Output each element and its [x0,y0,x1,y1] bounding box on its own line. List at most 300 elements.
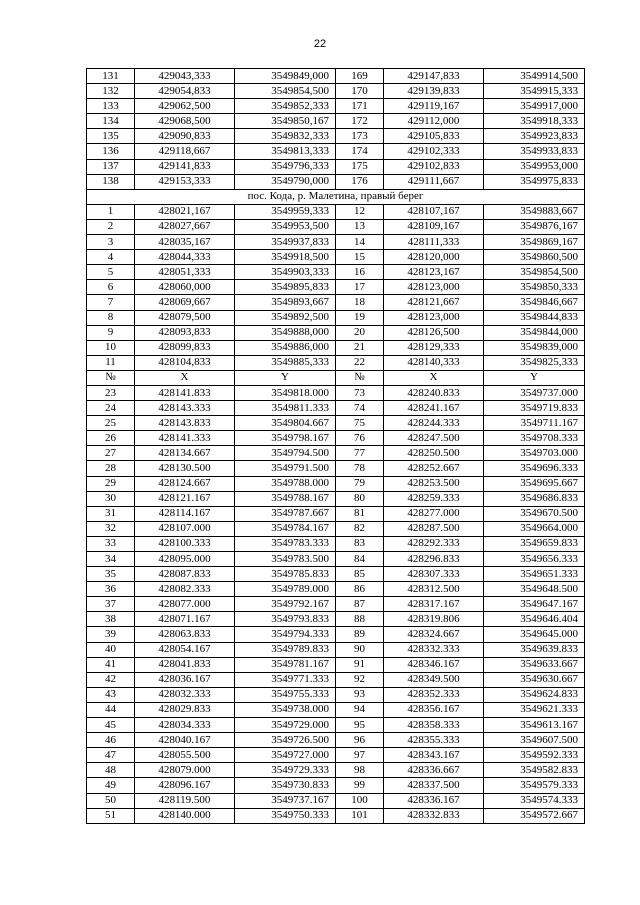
y-coordinate: 3549804.667 [235,416,336,431]
point-number: 46 [87,733,135,748]
point-number: 23 [87,385,135,400]
x-coordinate: 428077.000 [135,597,235,612]
point-number: 169 [336,69,384,84]
x-coordinate: 428096.167 [135,778,235,793]
table-block-dot [87,385,585,823]
table-row [87,340,585,355]
table-row [87,310,585,325]
y-coordinate: 3549789.000 [235,582,336,597]
y-coordinate: 3549737.000 [484,385,585,400]
x-coordinate: 428121,667 [384,295,484,310]
y-coordinate: 3549796,333 [235,159,336,174]
x-coordinate: 428041.833 [135,657,235,672]
point-number: 11 [87,355,135,370]
y-coordinate: 3549592.333 [484,748,585,763]
y-coordinate: 3549893,667 [235,295,336,310]
y-coordinate: 3549572.667 [484,808,585,823]
y-coordinate: 3549781.167 [235,657,336,672]
y-coordinate: 3549647.167 [484,597,585,612]
x-coordinate: 428121.167 [135,491,235,506]
x-coordinate: 428063.833 [135,627,235,642]
x-coordinate: 428123,000 [384,310,484,325]
x-coordinate: 428126,500 [384,325,484,340]
table-row [87,506,585,521]
point-number: 42 [87,672,135,687]
point-number: 29 [87,476,135,491]
point-number: 20 [336,325,384,340]
point-number: 50 [87,793,135,808]
x-coordinate: 428035,167 [135,235,235,250]
point-number: 170 [336,84,384,99]
point-number: 94 [336,702,384,717]
table-row [87,355,585,370]
point-number: 37 [87,597,135,612]
point-number: 88 [336,612,384,627]
point-number: 40 [87,642,135,657]
point-number: 47 [87,748,135,763]
x-coordinate: 428071.167 [135,612,235,627]
x-coordinate: 428124.667 [135,476,235,491]
y-coordinate: 3549630.667 [484,672,585,687]
point-number: 99 [336,778,384,793]
x-coordinate: 428129,333 [384,340,484,355]
x-coordinate: 429119,167 [384,99,484,114]
x-coordinate: 428332.333 [384,642,484,657]
table-row [87,763,585,778]
x-coordinate: 428141.333 [135,431,235,446]
x-coordinate: 428250.500 [384,446,484,461]
point-number: 82 [336,521,384,536]
x-coordinate: 428134.667 [135,446,235,461]
point-number: 100 [336,793,384,808]
x-coordinate: 428324.667 [384,627,484,642]
header-row [87,370,585,385]
point-number: 8 [87,310,135,325]
y-coordinate: 3549885,333 [235,355,336,370]
point-number: 44 [87,702,135,717]
point-number: 10 [87,340,135,355]
header-x: X [135,370,235,385]
y-coordinate: 3549895,833 [235,280,336,295]
coordinates-table [86,68,585,824]
x-coordinate: 428241.167 [384,401,484,416]
point-number: 48 [87,763,135,778]
x-coordinate: 428130.500 [135,461,235,476]
section-title: пос. Кода, р. Малетина, правый берег [87,189,585,204]
table-row [87,84,585,99]
y-coordinate: 3549914,500 [484,69,585,84]
table-row [87,174,585,189]
point-number: 132 [87,84,135,99]
x-coordinate: 429147,833 [384,69,484,84]
y-coordinate: 3549750.333 [235,808,336,823]
x-coordinate: 428054.167 [135,642,235,657]
y-coordinate: 3549854,500 [235,84,336,99]
point-number: 85 [336,567,384,582]
point-number: 34 [87,552,135,567]
table-row [87,385,585,400]
point-number: 3 [87,235,135,250]
x-coordinate: 428253.500 [384,476,484,491]
x-coordinate: 428140.000 [135,808,235,823]
y-coordinate: 3549918,333 [484,114,585,129]
point-number: 33 [87,536,135,551]
y-coordinate: 3549790,000 [235,174,336,189]
x-coordinate: 428120,000 [384,250,484,265]
table-row [87,627,585,642]
point-number: 38 [87,612,135,627]
y-coordinate: 3549917,000 [484,99,585,114]
y-coordinate: 3549624.833 [484,687,585,702]
table-row [87,401,585,416]
x-coordinate: 429139,833 [384,84,484,99]
table-row [87,567,585,582]
y-coordinate: 3549582.833 [484,763,585,778]
x-coordinate: 428029.833 [135,702,235,717]
point-number: 80 [336,491,384,506]
x-coordinate: 428346.167 [384,657,484,672]
x-coordinate: 429068,500 [135,114,235,129]
x-coordinate: 428055.500 [135,748,235,763]
point-number: 30 [87,491,135,506]
point-number: 73 [336,385,384,400]
y-coordinate: 3549959,333 [235,204,336,219]
x-coordinate: 428287.500 [384,521,484,536]
x-coordinate: 428143.833 [135,416,235,431]
x-coordinate: 429111,667 [384,174,484,189]
point-number: 83 [336,536,384,551]
x-coordinate: 428107,167 [384,204,484,219]
x-coordinate: 428317.167 [384,597,484,612]
y-coordinate: 3549818.000 [235,385,336,400]
y-coordinate: 3549876,167 [484,219,585,234]
table-block-continued [87,69,585,190]
y-coordinate: 3549825,333 [484,355,585,370]
point-number: 91 [336,657,384,672]
point-number: 101 [336,808,384,823]
table-row [87,582,585,597]
y-coordinate: 3549791.500 [235,461,336,476]
x-coordinate: 428051,333 [135,265,235,280]
table-row [87,597,585,612]
y-coordinate: 3549738.000 [235,702,336,717]
x-coordinate: 428336.167 [384,793,484,808]
x-coordinate: 428343.167 [384,748,484,763]
point-number: 31 [87,506,135,521]
table-row [87,536,585,551]
point-number: 39 [87,627,135,642]
x-coordinate: 428119.500 [135,793,235,808]
x-coordinate: 428337.500 [384,778,484,793]
point-number: 89 [336,627,384,642]
y-coordinate: 3549727.000 [235,748,336,763]
point-number: 174 [336,144,384,159]
point-number: 81 [336,506,384,521]
y-coordinate: 3549792.167 [235,597,336,612]
x-coordinate: 428069,667 [135,295,235,310]
table-block-comma [87,204,585,370]
y-coordinate: 3549730.833 [235,778,336,793]
y-coordinate: 3549788.000 [235,476,336,491]
point-number: 22 [336,355,384,370]
table-row [87,733,585,748]
y-coordinate: 3549787.667 [235,506,336,521]
x-coordinate: 429105,833 [384,129,484,144]
table-row [87,476,585,491]
y-coordinate: 3549794.333 [235,627,336,642]
point-number: 97 [336,748,384,763]
x-coordinate: 428111,333 [384,235,484,250]
point-number: 75 [336,416,384,431]
x-coordinate: 428240.833 [384,385,484,400]
y-coordinate: 3549708.333 [484,431,585,446]
point-number: 134 [87,114,135,129]
section-title-row [87,189,585,204]
y-coordinate: 3549953,500 [235,219,336,234]
y-coordinate: 3549846,667 [484,295,585,310]
y-coordinate: 3549574.333 [484,793,585,808]
table-row [87,491,585,506]
x-coordinate: 428307.333 [384,567,484,582]
header-num: № [87,370,135,385]
y-coordinate: 3549613.167 [484,718,585,733]
point-number: 43 [87,687,135,702]
x-coordinate: 428247.500 [384,431,484,446]
x-coordinate: 429102,333 [384,144,484,159]
y-coordinate: 3549844,000 [484,325,585,340]
header-x: X [384,370,484,385]
table-row [87,265,585,280]
y-coordinate: 3549888,000 [235,325,336,340]
point-number: 4 [87,250,135,265]
table-row [87,778,585,793]
y-coordinate: 3549783.333 [235,536,336,551]
table-row [87,129,585,144]
table-row [87,204,585,219]
point-number: 93 [336,687,384,702]
x-coordinate: 428252.667 [384,461,484,476]
point-number: 15 [336,250,384,265]
y-coordinate: 3549860,500 [484,250,585,265]
x-coordinate: 428021,167 [135,204,235,219]
y-coordinate: 3549737.167 [235,793,336,808]
page-number: 22 [313,38,327,50]
table-row [87,159,585,174]
point-number: 92 [336,672,384,687]
y-coordinate: 3549869,167 [484,235,585,250]
point-number: 16 [336,265,384,280]
point-number: 86 [336,582,384,597]
point-number: 7 [87,295,135,310]
y-coordinate: 3549789.833 [235,642,336,657]
y-coordinate: 3549695.667 [484,476,585,491]
x-coordinate: 428296.833 [384,552,484,567]
point-number: 35 [87,567,135,582]
y-coordinate: 3549621.333 [484,702,585,717]
x-coordinate: 428099,833 [135,340,235,355]
point-number: 49 [87,778,135,793]
y-coordinate: 3549755.333 [235,687,336,702]
y-coordinate: 3549798.167 [235,431,336,446]
y-coordinate: 3549696.333 [484,461,585,476]
x-coordinate: 428036.167 [135,672,235,687]
x-coordinate: 428141.833 [135,385,235,400]
table-row [87,642,585,657]
point-number: 26 [87,431,135,446]
point-number: 12 [336,204,384,219]
point-number: 41 [87,657,135,672]
table-row [87,446,585,461]
point-number: 28 [87,461,135,476]
table-row [87,461,585,476]
table-row [87,702,585,717]
y-coordinate: 3549975,833 [484,174,585,189]
y-coordinate: 3549664.000 [484,521,585,536]
point-number: 18 [336,295,384,310]
table-row [87,144,585,159]
x-coordinate: 429090,833 [135,129,235,144]
x-coordinate: 428355.333 [384,733,484,748]
y-coordinate: 3549854,500 [484,265,585,280]
y-coordinate: 3549645.000 [484,627,585,642]
point-number: 173 [336,129,384,144]
x-coordinate: 429062,500 [135,99,235,114]
x-coordinate: 429141,833 [135,159,235,174]
header-num: № [336,370,384,385]
point-number: 27 [87,446,135,461]
y-coordinate: 3549883,667 [484,204,585,219]
y-coordinate: 3549659.833 [484,536,585,551]
y-coordinate: 3549651.333 [484,567,585,582]
y-coordinate: 3549729.333 [235,763,336,778]
table-row [87,325,585,340]
point-number: 172 [336,114,384,129]
x-coordinate: 428079.000 [135,763,235,778]
table-row [87,69,585,84]
table-row [87,219,585,234]
x-coordinate: 428079,500 [135,310,235,325]
y-coordinate: 3549886,000 [235,340,336,355]
table-row [87,718,585,733]
y-coordinate: 3549918,500 [235,250,336,265]
x-coordinate: 428358.333 [384,718,484,733]
point-number: 51 [87,808,135,823]
point-number: 171 [336,99,384,114]
y-coordinate: 3549937,833 [235,235,336,250]
point-number: 98 [336,763,384,778]
point-number: 21 [336,340,384,355]
point-number: 24 [87,401,135,416]
point-number: 14 [336,235,384,250]
x-coordinate: 429102,833 [384,159,484,174]
table-row [87,793,585,808]
y-coordinate: 3549788.167 [235,491,336,506]
point-number: 131 [87,69,135,84]
point-number: 45 [87,718,135,733]
x-coordinate: 428044,333 [135,250,235,265]
y-coordinate: 3549844,833 [484,310,585,325]
x-coordinate: 428123,167 [384,265,484,280]
y-coordinate: 3549915,333 [484,84,585,99]
point-number: 77 [336,446,384,461]
table-row [87,552,585,567]
point-number: 87 [336,597,384,612]
point-number: 95 [336,718,384,733]
point-number: 36 [87,582,135,597]
point-number: 13 [336,219,384,234]
table-row [87,672,585,687]
y-coordinate: 3549670.500 [484,506,585,521]
y-coordinate: 3549686.833 [484,491,585,506]
y-coordinate: 3549923,833 [484,129,585,144]
point-number: 32 [87,521,135,536]
y-coordinate: 3549850,167 [235,114,336,129]
x-coordinate: 428040.167 [135,733,235,748]
x-coordinate: 428349.500 [384,672,484,687]
y-coordinate: 3549656.333 [484,552,585,567]
y-coordinate: 3549784.167 [235,521,336,536]
point-number: 19 [336,310,384,325]
point-number: 25 [87,416,135,431]
y-coordinate: 3549839,000 [484,340,585,355]
point-number: 17 [336,280,384,295]
y-coordinate: 3549785.833 [235,567,336,582]
table-header [87,370,585,385]
point-number: 176 [336,174,384,189]
y-coordinate: 3549933,833 [484,144,585,159]
x-coordinate: 428332.833 [384,808,484,823]
y-coordinate: 3549648.500 [484,582,585,597]
table-row [87,114,585,129]
x-coordinate: 428087.833 [135,567,235,582]
x-coordinate: 428104,833 [135,355,235,370]
x-coordinate: 428034.333 [135,718,235,733]
y-coordinate: 3549849,000 [235,69,336,84]
point-number: 84 [336,552,384,567]
x-coordinate: 428114.167 [135,506,235,521]
x-coordinate: 428277.000 [384,506,484,521]
x-coordinate: 428244.333 [384,416,484,431]
point-number: 79 [336,476,384,491]
y-coordinate: 3549579.333 [484,778,585,793]
point-number: 96 [336,733,384,748]
x-coordinate: 429118,667 [135,144,235,159]
table-row [87,431,585,446]
table-row [87,235,585,250]
y-coordinate: 3549711.167 [484,416,585,431]
point-number: 138 [87,174,135,189]
table-row [87,657,585,672]
x-coordinate: 428032.333 [135,687,235,702]
y-coordinate: 3549793.833 [235,612,336,627]
y-coordinate: 3549811.333 [235,401,336,416]
x-coordinate: 428060,000 [135,280,235,295]
table-row [87,748,585,763]
point-number: 133 [87,99,135,114]
point-number: 90 [336,642,384,657]
y-coordinate: 3549771.333 [235,672,336,687]
y-coordinate: 3549633.667 [484,657,585,672]
table-row [87,250,585,265]
table-row [87,687,585,702]
y-coordinate: 3549794.500 [235,446,336,461]
x-coordinate: 429153,333 [135,174,235,189]
table-row [87,416,585,431]
y-coordinate: 3549607.500 [484,733,585,748]
y-coordinate: 3549719.833 [484,401,585,416]
x-coordinate: 428319.806 [384,612,484,627]
table-section-title [87,189,585,204]
